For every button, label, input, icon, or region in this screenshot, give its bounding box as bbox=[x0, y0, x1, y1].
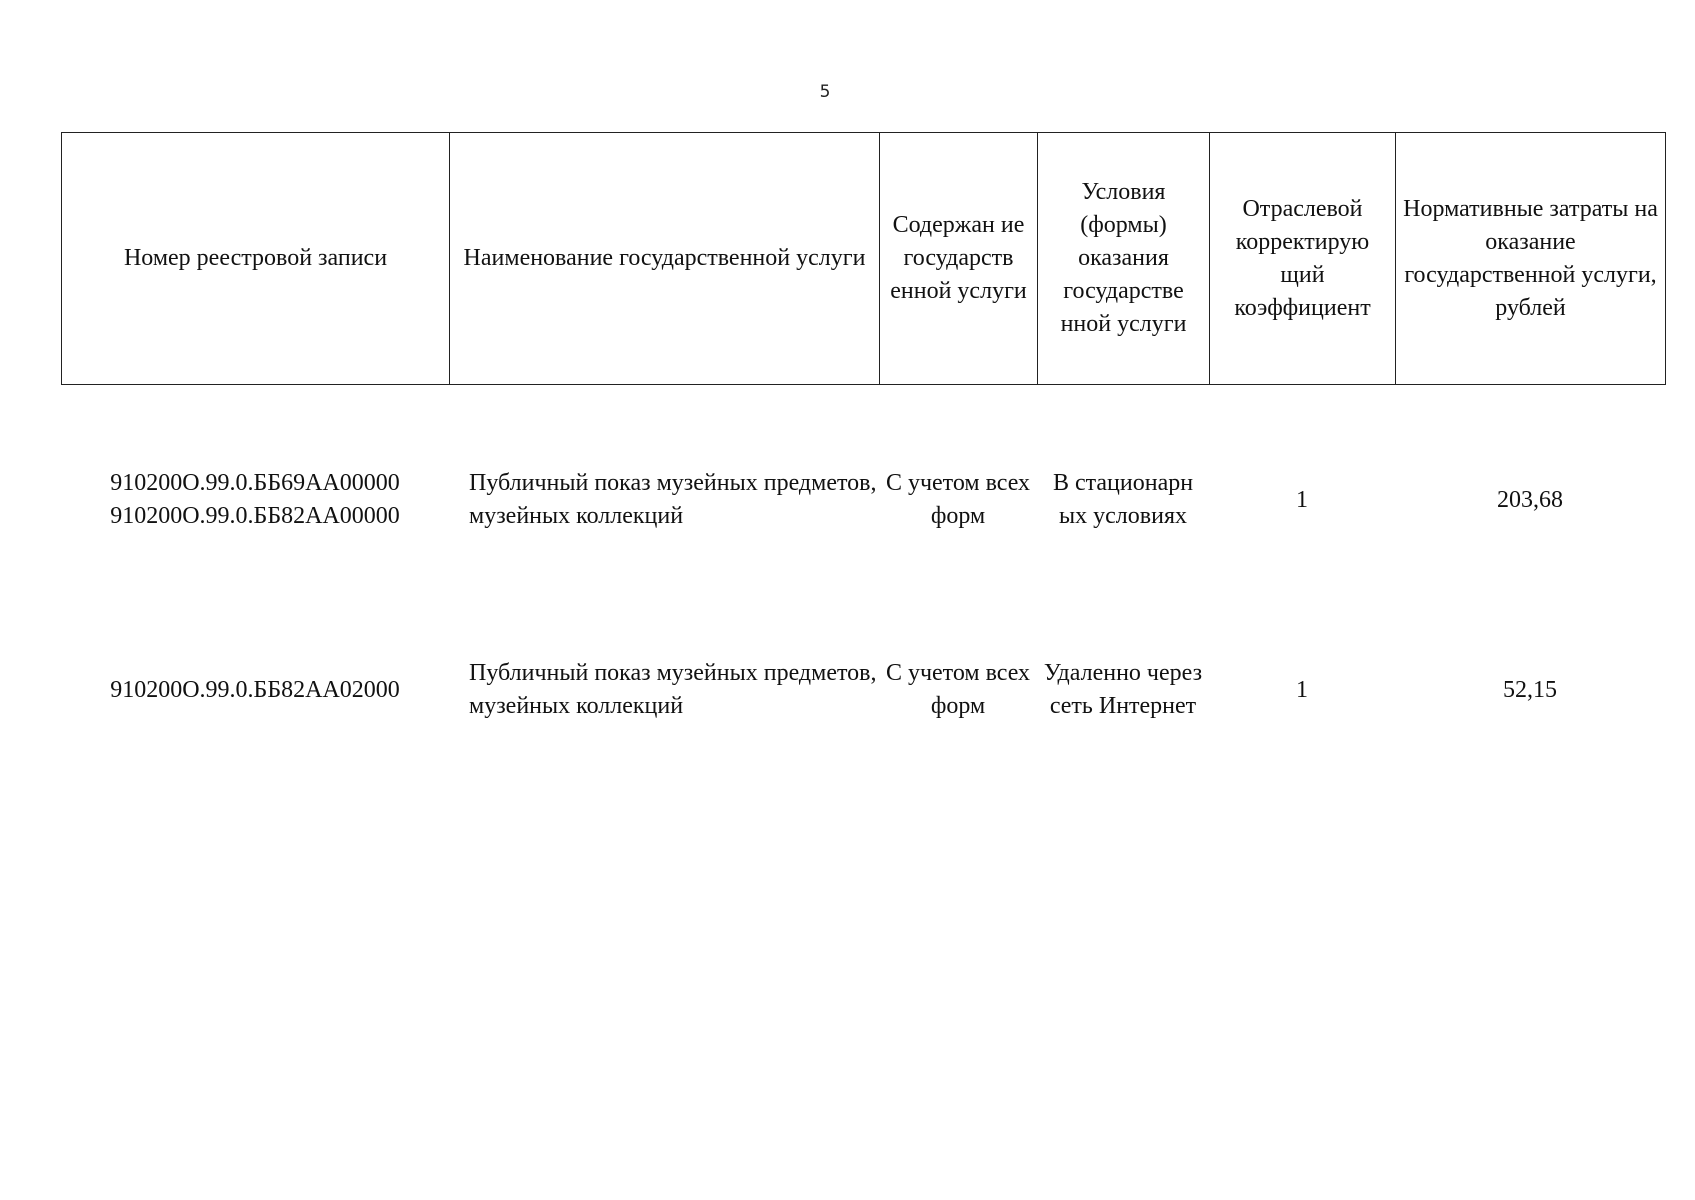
header-row bbox=[62, 133, 1666, 385]
registry-number-cell bbox=[61, 430, 449, 570]
service-name-cell: Публичный показ музейных предметов, музейных коллекций bbox=[469, 470, 877, 529]
registry-number: 910200О.99.0.ББ82АА02000 bbox=[110, 676, 400, 703]
header-service-content: Содержан ие государств енной услуги bbox=[880, 133, 1038, 385]
table-row bbox=[61, 620, 1661, 760]
registry-number: 910200О.99.0.ББ69АА00000 bbox=[110, 470, 400, 496]
table-row bbox=[61, 430, 1661, 570]
coefficient-cell: 1 bbox=[1296, 486, 1308, 513]
service-content-cell: С учетом всех форм bbox=[885, 660, 1031, 719]
service-content-cell: С учетом всех форм bbox=[885, 470, 1031, 529]
header-registry-number: Номер реестровой записи bbox=[62, 133, 450, 385]
table-header bbox=[61, 132, 1666, 385]
coefficient-cell: 1 bbox=[1296, 676, 1308, 703]
service-name-cell: Публичный показ музейных предметов, музейных коллекций bbox=[469, 660, 877, 719]
cost-cell: 52,15 bbox=[1503, 676, 1557, 703]
service-conditions-cell: В стационарн ых условиях bbox=[1052, 470, 1194, 529]
registry-number: 910200О.99.0.ББ82АА00000 bbox=[110, 503, 400, 529]
page-number: 5 bbox=[819, 82, 831, 102]
registry-number-cell bbox=[61, 620, 449, 760]
header-service-name: Наименование государственной услуги bbox=[450, 133, 880, 385]
header-service-conditions: Условия (формы) оказания государстве нной услуги bbox=[1038, 133, 1210, 385]
header-normative-costs: Нормативные затраты на оказание государственной услуги, рублей bbox=[1396, 133, 1666, 385]
header-correction-coefficient: Отраслевой корректирую щий коэффициент bbox=[1210, 133, 1396, 385]
cost-cell: 203,68 bbox=[1497, 486, 1563, 513]
service-conditions-cell: Удаленно через сеть Интернет bbox=[1043, 660, 1203, 719]
